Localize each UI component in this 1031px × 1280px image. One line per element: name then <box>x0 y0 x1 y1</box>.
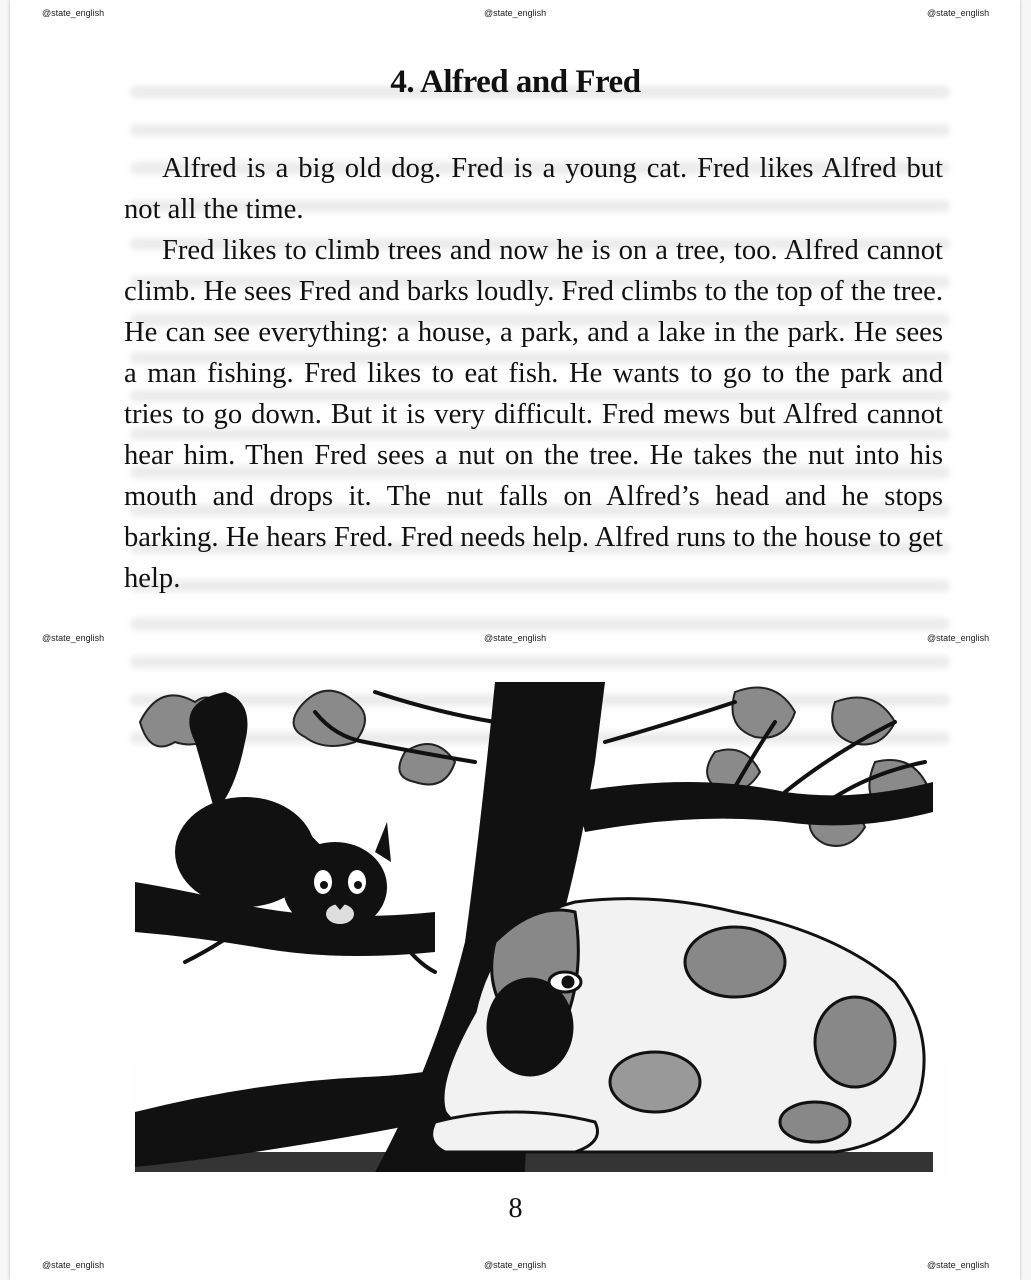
watermark: @state_english <box>927 633 990 643</box>
page-number: 8 <box>508 1193 523 1224</box>
dog <box>432 899 924 1152</box>
watermark: @state_english <box>484 8 547 18</box>
cat-on-tree-dog-illustration <box>135 682 933 1172</box>
chapter-title: 4. Alfred and Fred <box>390 64 641 100</box>
watermark: @state_english <box>42 633 105 643</box>
watermark: @state_english <box>484 1260 547 1270</box>
watermark: @state_english <box>42 8 105 18</box>
watermark: @state_english <box>42 1260 105 1270</box>
watermark: @state_english <box>927 8 990 18</box>
story-text <box>124 148 943 599</box>
watermark: @state_english <box>484 633 547 643</box>
watermark: @state_english <box>927 1260 990 1270</box>
paragraph: Fred likes to climb trees and now he is on a tree, too. Alfred cannot climb. He sees Fred and barks loudly. Fred climbs to the top of the tree. He can see everything: a house, a park, and a lake in the park. He sees a man fishing. Fred likes to eat fish. He wants to go to the park and tries to go down. But it is very difficult. Fred mews but Alfred cannot hear him. Then Fred sees a nut on the tree. He takes the nut into his mouth and drops it. The nut falls on Alfred’s head and he stops barking. He hears Fred. Fred needs help. Alfred runs to the house to get help. <box>124 235 943 594</box>
paragraph: Alfred is a big old dog. Fred is a young cat. Fred likes Alfred but not all the time. <box>124 153 943 225</box>
